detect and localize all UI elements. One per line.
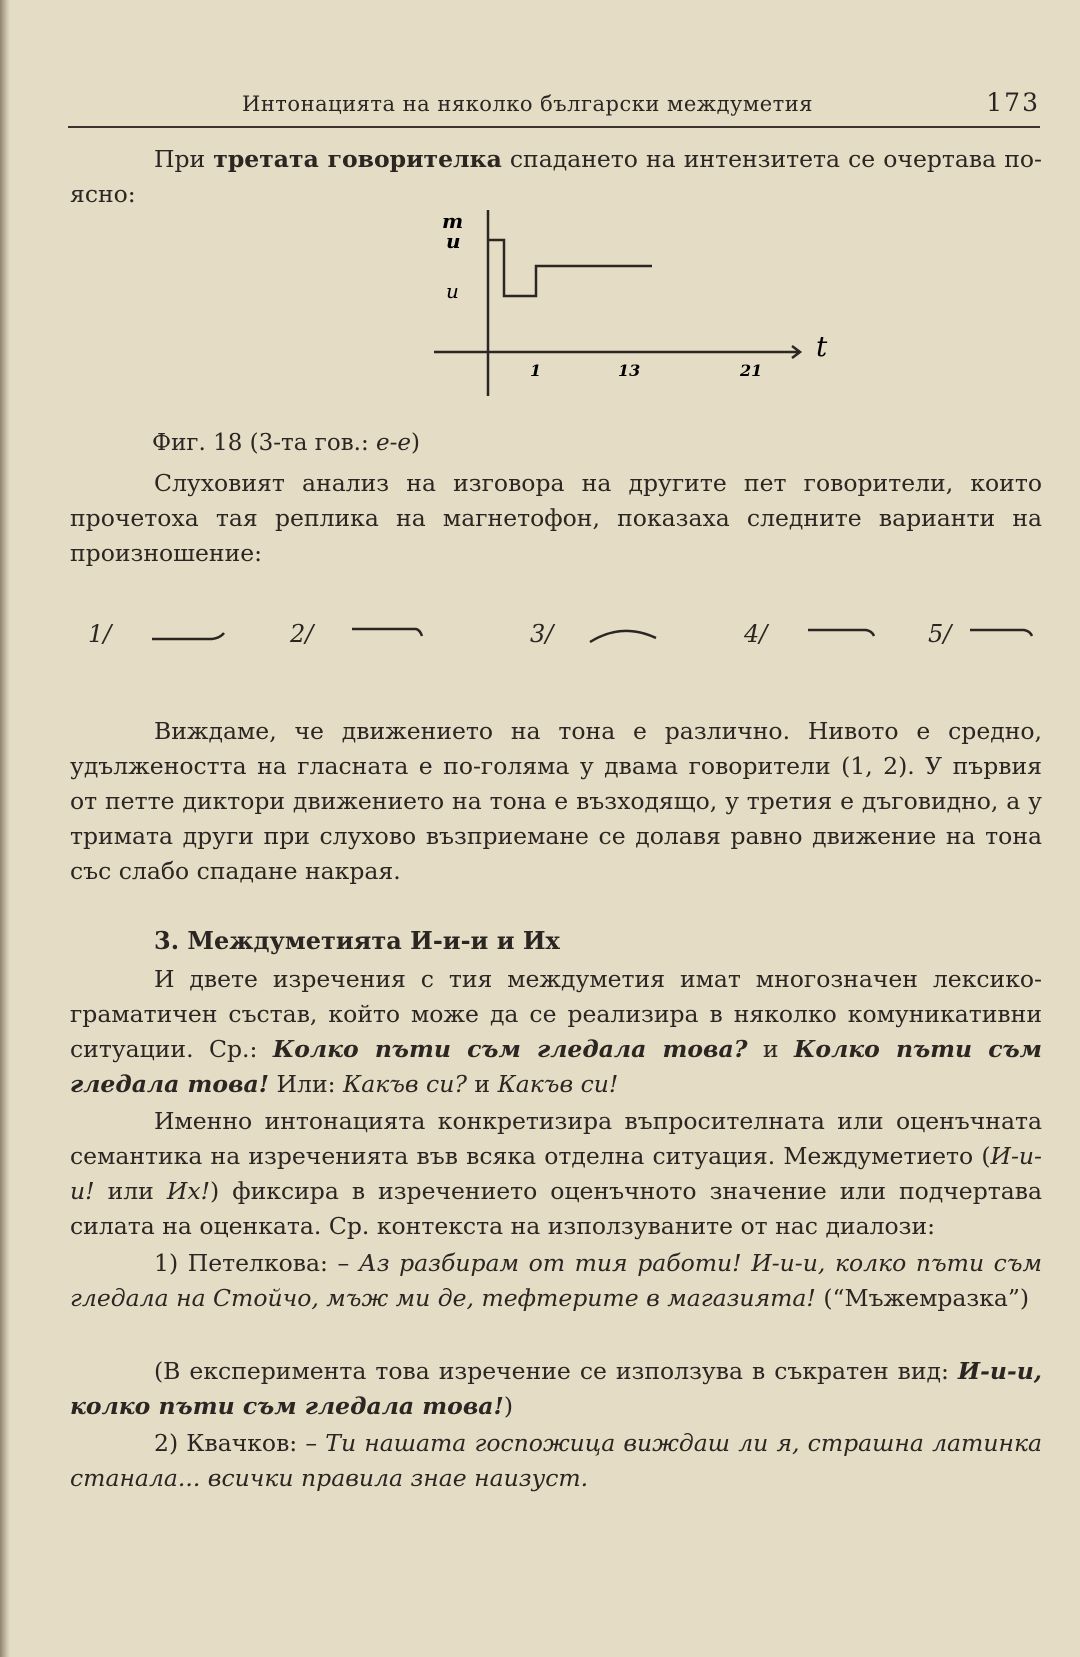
section-heading: 3. Междуметията И-и-и и Их [154,926,560,955]
paragraph-two [70,962,1042,1102]
p2-and-2: и [466,1070,498,1098]
p3-text-2: ) фиксира в изречението оценъчното значение или подчертава силата на оценката. Ср. контекста на използуваните от нас диалози: [70,1177,1042,1240]
intensity-figure [420,200,840,410]
page-number: 173 [986,88,1040,117]
running-title: Интонацията на няколко български междуметия [242,92,813,116]
example-one [70,1246,1042,1316]
contour-level-5 [968,624,1048,648]
contour-level-4 [806,624,886,648]
p3-interjection-2: Их! [166,1177,211,1205]
contour-level-2 [350,624,430,648]
note-quote: И-и-и, колко пъти съм гледала това! [70,1357,1042,1420]
example1-source: (“Мъжемразка”) [815,1284,1030,1312]
p2-and-1: и [747,1035,795,1063]
variant-label-3: 3/ [530,620,554,648]
contour-arched [588,624,668,648]
caption-text: Фиг. 18 (3-та гов.: [152,430,377,456]
intensity-graph [420,200,840,410]
p3-interjection-1: И-и-и! [70,1142,1042,1205]
x-tick-2: 13 [618,361,641,380]
intro-rest: спадането на интензитета се очертава по-ясно: [70,145,1042,208]
p2-or: Или: [269,1070,344,1098]
book-spine-shadow [0,0,10,1657]
example1-quote: Аз разбирам от тия работи! И-и-и, колко пъти съм гледала на Стойчо, мъж ми де, тефтерите в магазията! [70,1249,1042,1312]
result-paragraph: Виждаме, че движението на тона е различно. Нивото е средно, удължеността на гласната е по-голяма у двама говорители (1, 2). У първия от петте диктори движението на тона е възходящо, у третия е дъговидно, а у тримата други при слухово възприемане се долавя равно движение на тона със слабо спадане накрая. [70,717,1042,885]
variant-label-1: 1/ [88,620,112,648]
figure-caption [152,430,420,456]
caption-close: ) [411,430,420,456]
running-header [68,90,1040,128]
p2-example-1: Колко пъти съм гледала това? [272,1035,748,1063]
tone-variants [0,620,1080,670]
speaker-name: третата говорителка [213,145,502,173]
caption-vowels: е-е [376,430,412,456]
y-label-low: u [446,279,459,303]
note-close: ) [503,1392,513,1420]
x-tick-3: 21 [740,361,763,380]
example2-quote: Ти нашата госпожица виждаш ли я, страшна латинка станала... всички правила знае наизуст. [70,1429,1042,1492]
p2-example-2: Колко пъти съм гледала това! [70,1035,1043,1098]
y-label-top: m [442,209,464,233]
p2-example-3: Какъв си? [343,1070,467,1098]
note-text: (В експеримента това изречение се използува в съкратен вид: [154,1357,958,1385]
x-axis-label: t [816,330,828,363]
intensity-curve [488,240,652,296]
intro-lead: При [154,145,214,173]
variant-label-5: 5/ [928,620,952,648]
example1-label: 1) Петелкова: – [154,1249,359,1277]
example-two [70,1426,1042,1496]
p2-text: И двете изречения с тия междуметия имат многозначен лексико-граматичен състав, който може да се реализира в няколко комуникативни ситуации. Ср.: [70,965,1042,1063]
paragraph-three [70,1104,1042,1244]
contour-rising [150,624,230,648]
p3-or: или [94,1177,167,1205]
x-tick-1: 1 [530,361,542,380]
y-label-mid: u [446,229,461,253]
p3-text-1: Именно интонацията конкретизира въпросителната или оценъчната семантика на изреченията във всяка отделна ситуация. Междуметието ( [70,1107,1042,1170]
example2-label: 2) Квачков: – [154,1429,326,1457]
auditory-paragraph: Слуховият анализ на изговора на другите пет говорители, които прочетоха тая реплика на магнетофон, показаха следните варианти на произношение: [70,469,1042,567]
p2-example-4: Какъв си! [497,1070,619,1098]
variant-label-4: 4/ [744,620,768,648]
variant-label-2: 2/ [290,620,314,648]
experiment-note [70,1354,1042,1424]
